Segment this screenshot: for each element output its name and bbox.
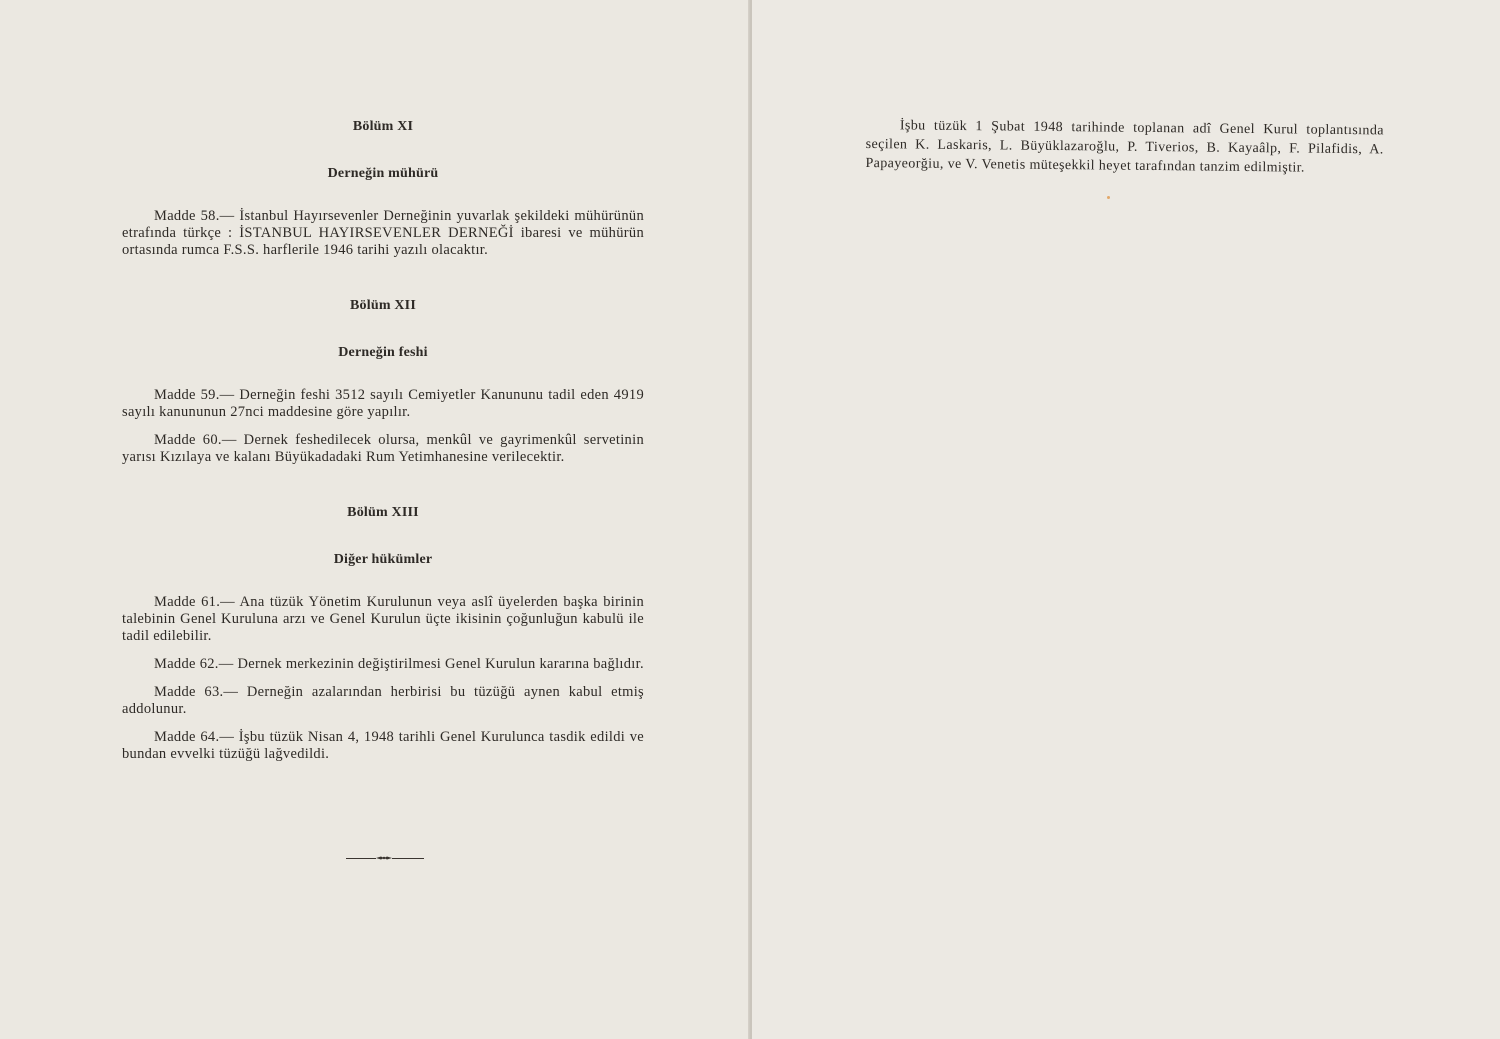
section-heading: Bölüm XIII xyxy=(347,505,419,520)
section-bolum-xiii xyxy=(122,504,644,763)
section-subheading: Diğer hükümler xyxy=(333,552,433,567)
section-heading: Bölüm XI xyxy=(352,119,414,134)
article-64: Madde 64.— İşbu tüzük Nisan 4, 1948 tarihli Genel Kurulunca tasdik edildi ve bundan evvelki tüzüğü lağvedildi. xyxy=(122,729,644,762)
article-61: Madde 61.— Ana tüzük Yönetim Kurulunun veya aslî üyelerden başka birinin talebinin Genel Kuruluna arzı ve Genel Kurulun üçte ikisinin çoğunluğun kabulü ile tadil edilebilir. xyxy=(122,594,644,644)
section-subheading: Derneğin feshi xyxy=(338,345,428,360)
section-bolum-xii xyxy=(122,297,644,466)
article-59: Madde 59.— Derneğin feshi 3512 sayılı Cemiyetler Kanununu tadil eden 4919 sayılı kanununun 27nci maddesine göre yapılır. xyxy=(122,387,644,420)
article-63: Madde 63.— Derneğin azalarından herbirisi bu tüzüğü aynen kabul etmiş addolunur. xyxy=(122,684,644,717)
end-ornament xyxy=(346,854,426,862)
article-62: Madde 62.— Dernek merkezinin değiştirilmesi Genel Kurulun kararına bağlıdır. xyxy=(154,656,644,672)
closing-statement: İşbu tüzük 1 Şubat 1948 tarihinde toplanan adî Genel Kurul toplantısında seçilen K. Laskaris, L. Büyüklazaroğlu, P. Tiverios, B. Kayaâlp, F. Pilafidis, A. Papayeorğiu, ve V. Venetis müteşekkil heyet tarafından tanzim edilmiştir. xyxy=(865,118,1384,176)
ink-speck xyxy=(1107,196,1110,199)
left-text-block xyxy=(122,100,644,763)
ornament-flourish-icon xyxy=(376,855,392,861)
section-bolum-xi xyxy=(122,118,644,259)
section-heading: Bölüm XII xyxy=(350,298,416,313)
section-subheading: Derneğin mühürü xyxy=(327,166,439,181)
article-58: Madde 58.— İstanbul Hayırsevenler Derneğinin yuvarlak şekildeki mühürünün etrafında türkçe : İSTANBUL HAYIRSEVENLER DERNEĞİ ibaresi ve mühürün ortasında rumca F.S.S. harflerile 1946 tarihi yazılı olacaktır. xyxy=(122,208,644,258)
article-60: Madde 60.— Dernek feshedilecek olursa, menkûl ve gayrimenkûl servetinin yarısı Kızılaya ve kalanı Büyükadadaki Rum Yetimhanesine verilecektir. xyxy=(122,432,644,465)
